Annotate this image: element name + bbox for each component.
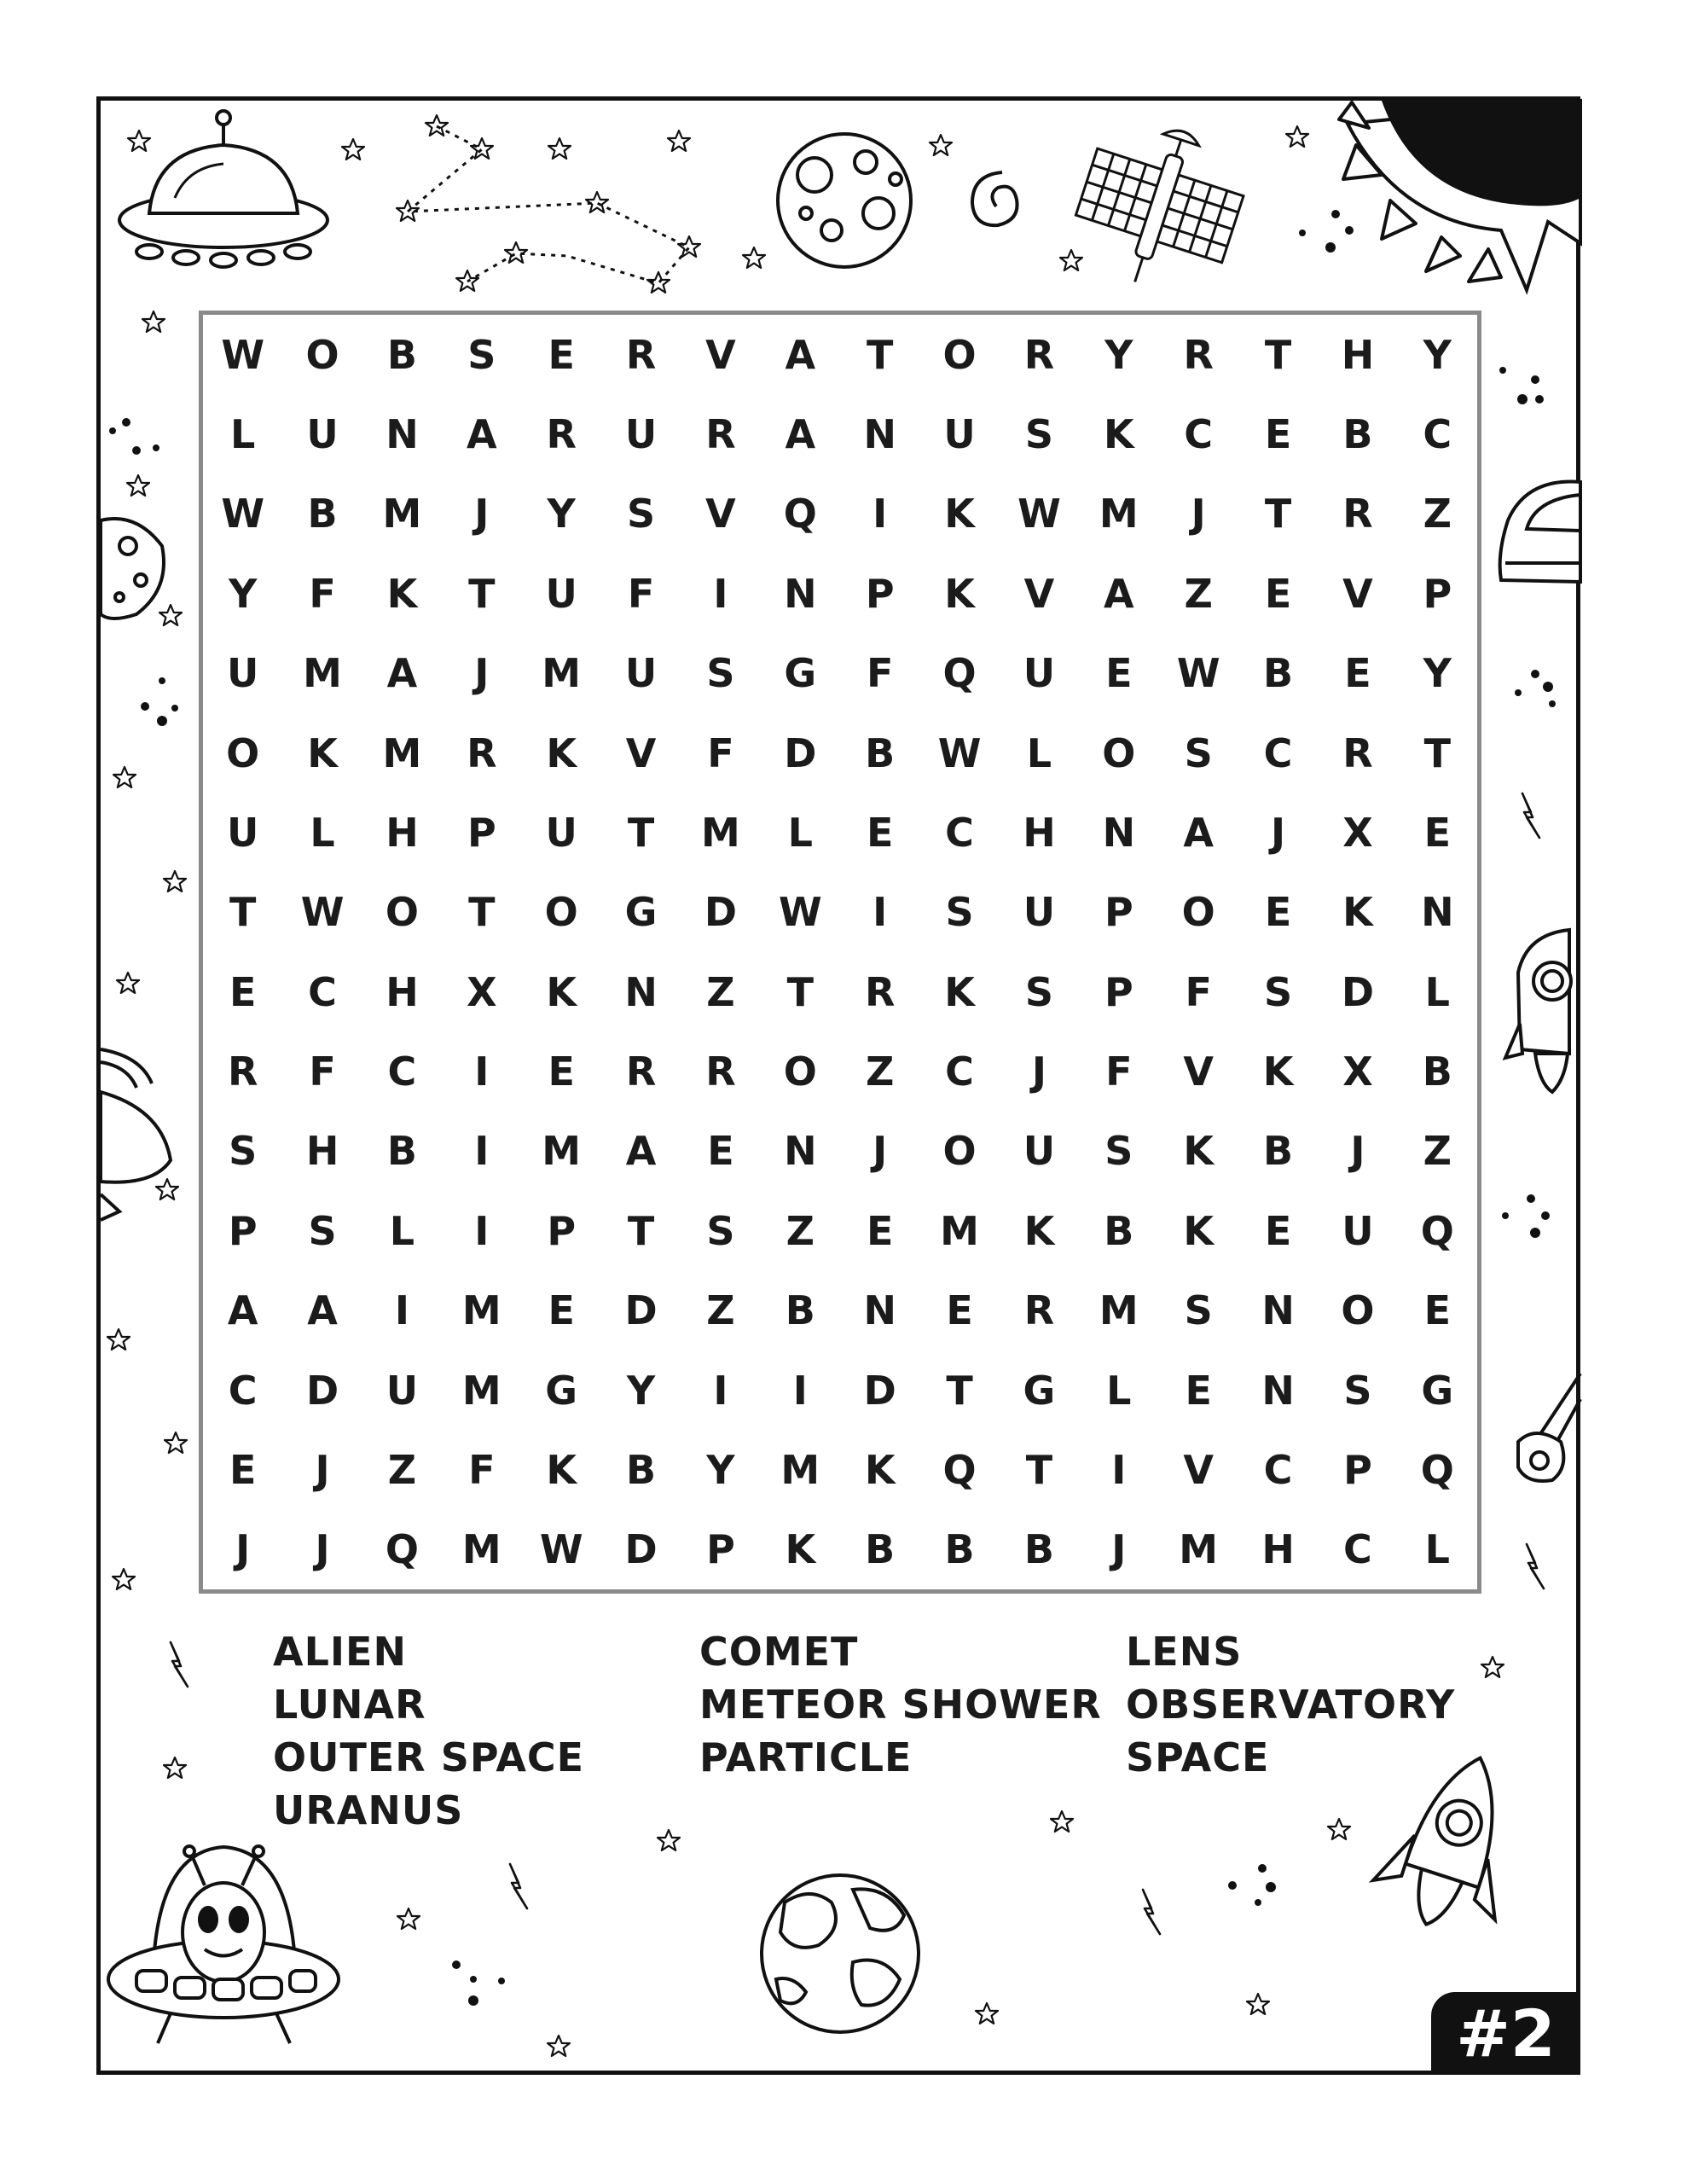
- alien-ufo-icon: [108, 1846, 339, 2043]
- grid-cell[interactable]: R: [227, 1048, 258, 1095]
- grid-cell[interactable]: S: [1024, 411, 1053, 458]
- grid-cell[interactable]: J: [1191, 491, 1206, 537]
- grid-cell[interactable]: H: [1261, 1526, 1295, 1573]
- grid-cell[interactable]: E: [1264, 570, 1292, 617]
- grid-cell[interactable]: E: [946, 1287, 973, 1334]
- grid-cell[interactable]: I: [1111, 1446, 1127, 1493]
- grid-cell[interactable]: Y: [706, 1446, 735, 1493]
- asteroid-icon: [101, 519, 164, 619]
- grid-cell[interactable]: N: [624, 968, 658, 1015]
- word-item: OBSERVATORY: [1126, 1682, 1456, 1728]
- grid-cell[interactable]: S: [1263, 968, 1293, 1015]
- grid-cell[interactable]: B: [865, 729, 896, 776]
- grid-cell[interactable]: J: [1031, 1048, 1046, 1095]
- grid-cell[interactable]: D: [704, 889, 738, 936]
- grid-cell[interactable]: Y: [1423, 331, 1452, 378]
- grid-cell[interactable]: M: [940, 1207, 979, 1254]
- grid-cell[interactable]: R: [705, 1048, 736, 1095]
- grid-cell[interactable]: F: [1185, 968, 1212, 1015]
- grid-cell[interactable]: W: [539, 1526, 583, 1573]
- grid-cell[interactable]: C: [228, 1367, 258, 1414]
- grid-cell[interactable]: H: [386, 968, 419, 1015]
- grid-cell[interactable]: J: [474, 650, 490, 697]
- grid-cell[interactable]: T: [1423, 729, 1451, 776]
- grid-cell[interactable]: T: [1025, 1446, 1053, 1493]
- puzzle-number-badge: #2: [1431, 1992, 1580, 2075]
- grid-cell[interactable]: U: [545, 570, 577, 617]
- grid-cell[interactable]: K: [307, 729, 338, 776]
- grid-cell[interactable]: B: [1263, 650, 1294, 697]
- grid-cell[interactable]: N: [1421, 889, 1454, 936]
- letter-grid-box: [199, 311, 1481, 1594]
- grid-cell[interactable]: I: [474, 1048, 490, 1095]
- grid-cell[interactable]: W: [937, 729, 982, 776]
- grid-cell[interactable]: S: [467, 331, 496, 378]
- grid-cell[interactable]: H: [305, 1128, 339, 1175]
- grid-cell[interactable]: N: [863, 411, 896, 458]
- grid-cell[interactable]: J: [1111, 1526, 1127, 1573]
- grid-cell[interactable]: V: [1342, 570, 1373, 617]
- grid-cell[interactable]: S: [945, 889, 974, 936]
- grid-cell[interactable]: R: [705, 411, 736, 458]
- grid-cell[interactable]: P: [547, 1207, 577, 1254]
- grid-cell[interactable]: P: [1343, 1446, 1372, 1493]
- grid-cell[interactable]: A: [1183, 809, 1214, 856]
- grid-cell[interactable]: P: [1423, 570, 1452, 617]
- grid-cell[interactable]: O: [1181, 889, 1215, 936]
- grid-cell[interactable]: U: [386, 1367, 419, 1414]
- grid-cell[interactable]: S: [706, 1207, 735, 1254]
- grid-cell[interactable]: R: [1342, 729, 1373, 776]
- grid-cell[interactable]: J: [1271, 809, 1286, 856]
- grid-cell[interactable]: D: [863, 1367, 896, 1414]
- grid-cell[interactable]: K: [1183, 1207, 1215, 1254]
- grid-cell[interactable]: M: [461, 1526, 501, 1573]
- satellite-dish-icon: [101, 1049, 171, 1220]
- grid-cell[interactable]: U: [624, 650, 658, 697]
- grid-cell[interactable]: S: [1184, 1287, 1213, 1334]
- grid-cell[interactable]: K: [944, 491, 975, 537]
- grid-cell[interactable]: R: [1183, 331, 1214, 378]
- grid-cell[interactable]: T: [468, 889, 496, 936]
- grid-cell[interactable]: K: [944, 968, 975, 1015]
- grid-cell[interactable]: U: [1023, 1128, 1056, 1175]
- grid-cell[interactable]: S: [229, 1128, 258, 1175]
- grid-cell[interactable]: V: [1183, 1048, 1214, 1095]
- grid-cell[interactable]: S: [308, 1207, 337, 1254]
- grid-cell[interactable]: F: [866, 650, 894, 697]
- grid-cell[interactable]: W: [1017, 491, 1061, 537]
- grid-cell[interactable]: I: [394, 1287, 409, 1334]
- grid-cell[interactable]: L: [389, 1207, 415, 1254]
- space-helmet-icon: [1500, 482, 1580, 582]
- grid-cell[interactable]: S: [1184, 729, 1213, 776]
- grid-cell[interactable]: O: [544, 889, 578, 936]
- grid-cell[interactable]: E: [1264, 411, 1292, 458]
- grid-cell[interactable]: W: [221, 331, 265, 378]
- grid-cell[interactable]: E: [866, 1207, 894, 1254]
- grid-cell[interactable]: G: [1421, 1367, 1454, 1414]
- grid-cell[interactable]: P: [865, 570, 895, 617]
- grid-cell[interactable]: I: [713, 1367, 728, 1414]
- grid-cell[interactable]: C: [387, 1048, 417, 1095]
- grid-cell[interactable]: Z: [1184, 570, 1213, 617]
- grid-cell[interactable]: U: [545, 809, 577, 856]
- grid-cell[interactable]: S: [1024, 968, 1053, 1015]
- grid-cell[interactable]: L: [1106, 1367, 1132, 1414]
- grid-cell[interactable]: S: [1343, 1367, 1372, 1414]
- grid-cell[interactable]: M: [1099, 1287, 1139, 1334]
- grid-cell[interactable]: O: [1341, 1287, 1375, 1334]
- grid-cell[interactable]: A: [785, 411, 816, 458]
- constellation-icon: [397, 115, 700, 293]
- grid-cell[interactable]: A: [386, 650, 418, 697]
- grid-cell[interactable]: R: [467, 729, 497, 776]
- grid-cell[interactable]: I: [474, 1207, 490, 1254]
- grid-cell[interactable]: C: [308, 968, 337, 1015]
- grid-cell[interactable]: J: [315, 1526, 330, 1573]
- grid-cell[interactable]: B: [1104, 1207, 1134, 1254]
- grid-cell[interactable]: J: [315, 1446, 330, 1493]
- grid-cell[interactable]: E: [1423, 1287, 1452, 1334]
- grid-cell[interactable]: M: [382, 729, 422, 776]
- grid-cell[interactable]: G: [545, 1367, 578, 1414]
- space-probe-icon: [1518, 1374, 1580, 1481]
- grid-cell[interactable]: V: [705, 491, 736, 537]
- grid-cell[interactable]: V: [705, 331, 736, 378]
- grid-cell[interactable]: T: [627, 1207, 655, 1254]
- grid-cell[interactable]: T: [1264, 491, 1292, 537]
- word-column-1: [273, 1625, 584, 1837]
- grid-cell[interactable]: L: [1424, 1526, 1450, 1573]
- grid-cell[interactable]: S: [706, 650, 735, 697]
- grid-cell[interactable]: G: [784, 650, 817, 697]
- grid-cell[interactable]: B: [307, 491, 338, 537]
- grid-cell[interactable]: R: [1342, 491, 1373, 537]
- grid-cell[interactable]: D: [624, 1526, 658, 1573]
- grid-cell[interactable]: B: [1342, 411, 1373, 458]
- grid-cell[interactable]: I: [713, 570, 728, 617]
- grid-cell[interactable]: M: [382, 491, 422, 537]
- word-item: LUNAR: [273, 1682, 426, 1728]
- grid-cell[interactable]: O: [385, 889, 419, 936]
- grid-cell[interactable]: K: [1023, 1207, 1055, 1254]
- grid-cell[interactable]: T: [786, 968, 814, 1015]
- grid-cell[interactable]: E: [1344, 650, 1371, 697]
- grid-cell[interactable]: N: [386, 411, 419, 458]
- grid-cell[interactable]: J: [235, 1526, 251, 1573]
- grid-cell[interactable]: Q: [1420, 1207, 1454, 1254]
- grid-cell[interactable]: B: [1023, 1526, 1054, 1573]
- grid-cell[interactable]: U: [227, 650, 259, 697]
- earth-icon: [762, 1875, 919, 2032]
- grid-cell[interactable]: E: [229, 968, 257, 1015]
- grid-cell[interactable]: F: [309, 1048, 336, 1095]
- grid-cell[interactable]: Z: [1423, 1128, 1452, 1175]
- grid-cell[interactable]: K: [546, 968, 577, 1015]
- grid-cell[interactable]: O: [305, 331, 339, 378]
- grid-cell[interactable]: Q: [942, 1446, 977, 1493]
- grid-cell[interactable]: W: [1176, 650, 1220, 697]
- grid-cell[interactable]: X: [467, 968, 497, 1015]
- grid-cell[interactable]: D: [305, 1367, 339, 1414]
- grid-cell[interactable]: Z: [706, 1287, 735, 1334]
- grid-cell[interactable]: B: [944, 1526, 975, 1573]
- grid-cell[interactable]: H: [386, 809, 419, 856]
- word-item: ALIEN: [273, 1629, 407, 1675]
- grid-cell[interactable]: Y: [1104, 331, 1133, 378]
- grid-cell[interactable]: U: [624, 411, 658, 458]
- grid-cell[interactable]: Q: [942, 650, 977, 697]
- grid-cell[interactable]: Q: [385, 1526, 419, 1573]
- grid-cell[interactable]: V: [1183, 1446, 1214, 1493]
- grid-cell[interactable]: O: [1102, 729, 1136, 776]
- grid-cell[interactable]: K: [864, 1446, 896, 1493]
- grid-cell[interactable]: M: [780, 1446, 820, 1493]
- grid-cell[interactable]: K: [1262, 1048, 1294, 1095]
- grid-cell[interactable]: Y: [1423, 650, 1452, 697]
- grid-cell[interactable]: F: [707, 729, 734, 776]
- grid-cell[interactable]: U: [1342, 1207, 1374, 1254]
- grid-cell[interactable]: N: [863, 1287, 896, 1334]
- grid-cell[interactable]: X: [1342, 809, 1373, 856]
- grid-cell[interactable]: R: [625, 331, 657, 378]
- grid-cell[interactable]: I: [872, 491, 888, 537]
- grid-cell[interactable]: B: [386, 331, 417, 378]
- grid-cell[interactable]: W: [221, 491, 265, 537]
- grid-cell[interactable]: A: [1104, 570, 1134, 617]
- grid-cell[interactable]: C: [1423, 411, 1452, 458]
- grid-cell[interactable]: R: [546, 411, 577, 458]
- letter-grid: [203, 315, 1477, 1589]
- grid-cell[interactable]: O: [783, 1048, 817, 1095]
- grid-cell[interactable]: E: [1105, 650, 1133, 697]
- grid-cell[interactable]: K: [1103, 411, 1134, 458]
- grid-cell[interactable]: S: [1104, 1128, 1133, 1175]
- grid-cell[interactable]: K: [1342, 889, 1373, 936]
- grid-cell[interactable]: P: [1104, 968, 1133, 1015]
- grid-cell[interactable]: M: [461, 1367, 501, 1414]
- spiral-galaxy-icon: [972, 172, 1017, 225]
- word-item: URANUS: [273, 1787, 464, 1833]
- grid-cell[interactable]: R: [1023, 1287, 1055, 1334]
- grid-cell[interactable]: T: [946, 1367, 973, 1414]
- grid-cell[interactable]: O: [942, 331, 977, 378]
- grid-cell[interactable]: N: [784, 1128, 817, 1175]
- grid-cell[interactable]: F: [1105, 1048, 1133, 1095]
- moon-icon: [778, 134, 911, 267]
- satellite-icon: [1062, 108, 1256, 306]
- grid-cell[interactable]: O: [942, 1128, 977, 1175]
- grid-cell[interactable]: Z: [387, 1446, 417, 1493]
- grid-cell[interactable]: B: [865, 1526, 896, 1573]
- grid-cell[interactable]: E: [1264, 1207, 1292, 1254]
- grid-cell[interactable]: U: [227, 809, 259, 856]
- grid-cell[interactable]: F: [309, 570, 336, 617]
- grid-cell[interactable]: E: [548, 1048, 575, 1095]
- grid-cell[interactable]: D: [624, 1287, 658, 1334]
- grid-cell[interactable]: U: [306, 411, 339, 458]
- grid-cell[interactable]: G: [1023, 1367, 1056, 1414]
- grid-cell[interactable]: R: [1023, 331, 1055, 378]
- grid-cell[interactable]: L: [310, 809, 335, 856]
- grid-cell[interactable]: M: [303, 650, 342, 697]
- grid-cell[interactable]: Y: [547, 491, 576, 537]
- grid-cell[interactable]: E: [1423, 809, 1452, 856]
- grid-cell[interactable]: I: [474, 1128, 490, 1175]
- grid-cell[interactable]: H: [1023, 809, 1056, 856]
- word-item: METEOR SHOWER: [699, 1682, 1102, 1728]
- grid-cell[interactable]: P: [1104, 889, 1133, 936]
- grid-cell[interactable]: M: [701, 809, 740, 856]
- grid-cell[interactable]: N: [1261, 1367, 1295, 1414]
- grid-cell[interactable]: A: [227, 1287, 258, 1334]
- grid-cell[interactable]: I: [792, 1367, 808, 1414]
- grid-cell[interactable]: F: [468, 1446, 496, 1493]
- grid-cell[interactable]: R: [625, 1048, 657, 1095]
- word-item: OUTER SPACE: [273, 1734, 585, 1780]
- grid-cell[interactable]: N: [1261, 1287, 1295, 1334]
- grid-cell[interactable]: J: [1350, 1128, 1365, 1175]
- word-column-2: [699, 1625, 1102, 1784]
- grid-cell[interactable]: Y: [626, 1367, 656, 1414]
- grid-cell[interactable]: T: [866, 331, 894, 378]
- rocket-icon: [1505, 930, 1571, 1092]
- grid-cell[interactable]: U: [943, 411, 976, 458]
- grid-cell[interactable]: L: [787, 809, 813, 856]
- grid-cell[interactable]: W: [778, 889, 822, 936]
- grid-cell[interactable]: Y: [229, 570, 258, 617]
- grid-cell[interactable]: C: [945, 809, 974, 856]
- grid-cell[interactable]: Z: [1423, 491, 1452, 537]
- grid-cell[interactable]: R: [864, 968, 896, 1015]
- grid-cell[interactable]: O: [226, 729, 260, 776]
- grid-cell[interactable]: B: [626, 1446, 657, 1493]
- grid-cell[interactable]: P: [467, 809, 496, 856]
- grid-cell[interactable]: P: [228, 1207, 258, 1254]
- grid-cell[interactable]: J: [872, 1128, 888, 1175]
- grid-cell[interactable]: K: [1183, 1128, 1215, 1175]
- word-item: PARTICLE: [699, 1734, 913, 1780]
- grid-cell[interactable]: Z: [866, 1048, 895, 1095]
- grid-cell[interactable]: P: [706, 1526, 735, 1573]
- grid-cell[interactable]: E: [1264, 889, 1292, 936]
- grid-cell[interactable]: J: [474, 491, 490, 537]
- grid-cell[interactable]: K: [546, 1446, 577, 1493]
- grid-cell[interactable]: Q: [783, 491, 817, 537]
- grid-cell[interactable]: X: [1342, 1048, 1373, 1095]
- grid-cell[interactable]: Z: [786, 1207, 815, 1254]
- grid-cell[interactable]: L: [1026, 729, 1052, 776]
- grid-cell[interactable]: T: [1264, 331, 1292, 378]
- grid-cell[interactable]: L: [230, 411, 256, 458]
- grid-cell[interactable]: G: [624, 889, 658, 936]
- grid-cell[interactable]: M: [542, 1128, 582, 1175]
- grid-cell[interactable]: E: [548, 1287, 575, 1334]
- grid-cell[interactable]: A: [625, 1128, 657, 1175]
- grid-cell[interactable]: T: [627, 809, 655, 856]
- grid-cell[interactable]: T: [229, 889, 257, 936]
- grid-cell[interactable]: L: [1424, 968, 1450, 1015]
- grid-cell[interactable]: E: [1185, 1367, 1212, 1414]
- word-item: COMET: [699, 1629, 859, 1675]
- grid-cell[interactable]: E: [707, 1128, 734, 1175]
- grid-cell[interactable]: F: [627, 570, 655, 617]
- grid-cell[interactable]: C: [1343, 1526, 1372, 1573]
- grid-cell[interactable]: A: [307, 1287, 338, 1334]
- grid-cell[interactable]: D: [784, 729, 817, 776]
- grid-cell[interactable]: Z: [706, 968, 735, 1015]
- grid-cell[interactable]: D: [1341, 968, 1375, 1015]
- grid-cell[interactable]: M: [1099, 491, 1139, 537]
- grid-cell[interactable]: I: [872, 889, 888, 936]
- grid-cell[interactable]: V: [625, 729, 657, 776]
- word-item: SPACE: [1126, 1734, 1270, 1780]
- grid-cell[interactable]: V: [1023, 570, 1055, 617]
- grid-cell[interactable]: E: [866, 809, 894, 856]
- grid-cell[interactable]: B: [1263, 1128, 1294, 1175]
- grid-cell[interactable]: B: [785, 1287, 815, 1334]
- grid-cell[interactable]: A: [785, 331, 816, 378]
- word-column-3: [1126, 1625, 1455, 1784]
- grid-cell[interactable]: E: [548, 331, 575, 378]
- grid-cell[interactable]: B: [386, 1128, 417, 1175]
- grid-cell[interactable]: K: [386, 570, 418, 617]
- word-item: LENS: [1126, 1629, 1243, 1675]
- grid-cell[interactable]: C: [945, 1048, 974, 1095]
- grid-cell[interactable]: C: [1184, 411, 1214, 458]
- grid-cell[interactable]: A: [467, 411, 497, 458]
- grid-cell[interactable]: K: [944, 570, 975, 617]
- grid-cell[interactable]: W: [300, 889, 345, 936]
- grid-cell[interactable]: Q: [1420, 1446, 1454, 1493]
- grid-cell[interactable]: U: [1023, 889, 1056, 936]
- grid-cell[interactable]: S: [626, 491, 656, 537]
- grid-cell[interactable]: K: [546, 729, 577, 776]
- grid-cell[interactable]: N: [1102, 809, 1136, 856]
- grid-cell[interactable]: H: [1341, 331, 1375, 378]
- grid-cell[interactable]: T: [468, 570, 496, 617]
- ufo-icon: [119, 111, 328, 267]
- grid-cell[interactable]: C: [1263, 1446, 1293, 1493]
- grid-cell[interactable]: N: [784, 570, 817, 617]
- grid-cell[interactable]: U: [1023, 650, 1056, 697]
- sun-icon: [1339, 101, 1580, 290]
- grid-cell[interactable]: C: [1263, 729, 1293, 776]
- word-list: [273, 1625, 1501, 1847]
- grid-cell[interactable]: M: [542, 650, 582, 697]
- grid-cell[interactable]: K: [785, 1526, 816, 1573]
- grid-cell[interactable]: M: [461, 1287, 501, 1334]
- grid-cell[interactable]: B: [1422, 1048, 1452, 1095]
- grid-cell[interactable]: E: [229, 1446, 257, 1493]
- grid-cell[interactable]: M: [1179, 1526, 1219, 1573]
